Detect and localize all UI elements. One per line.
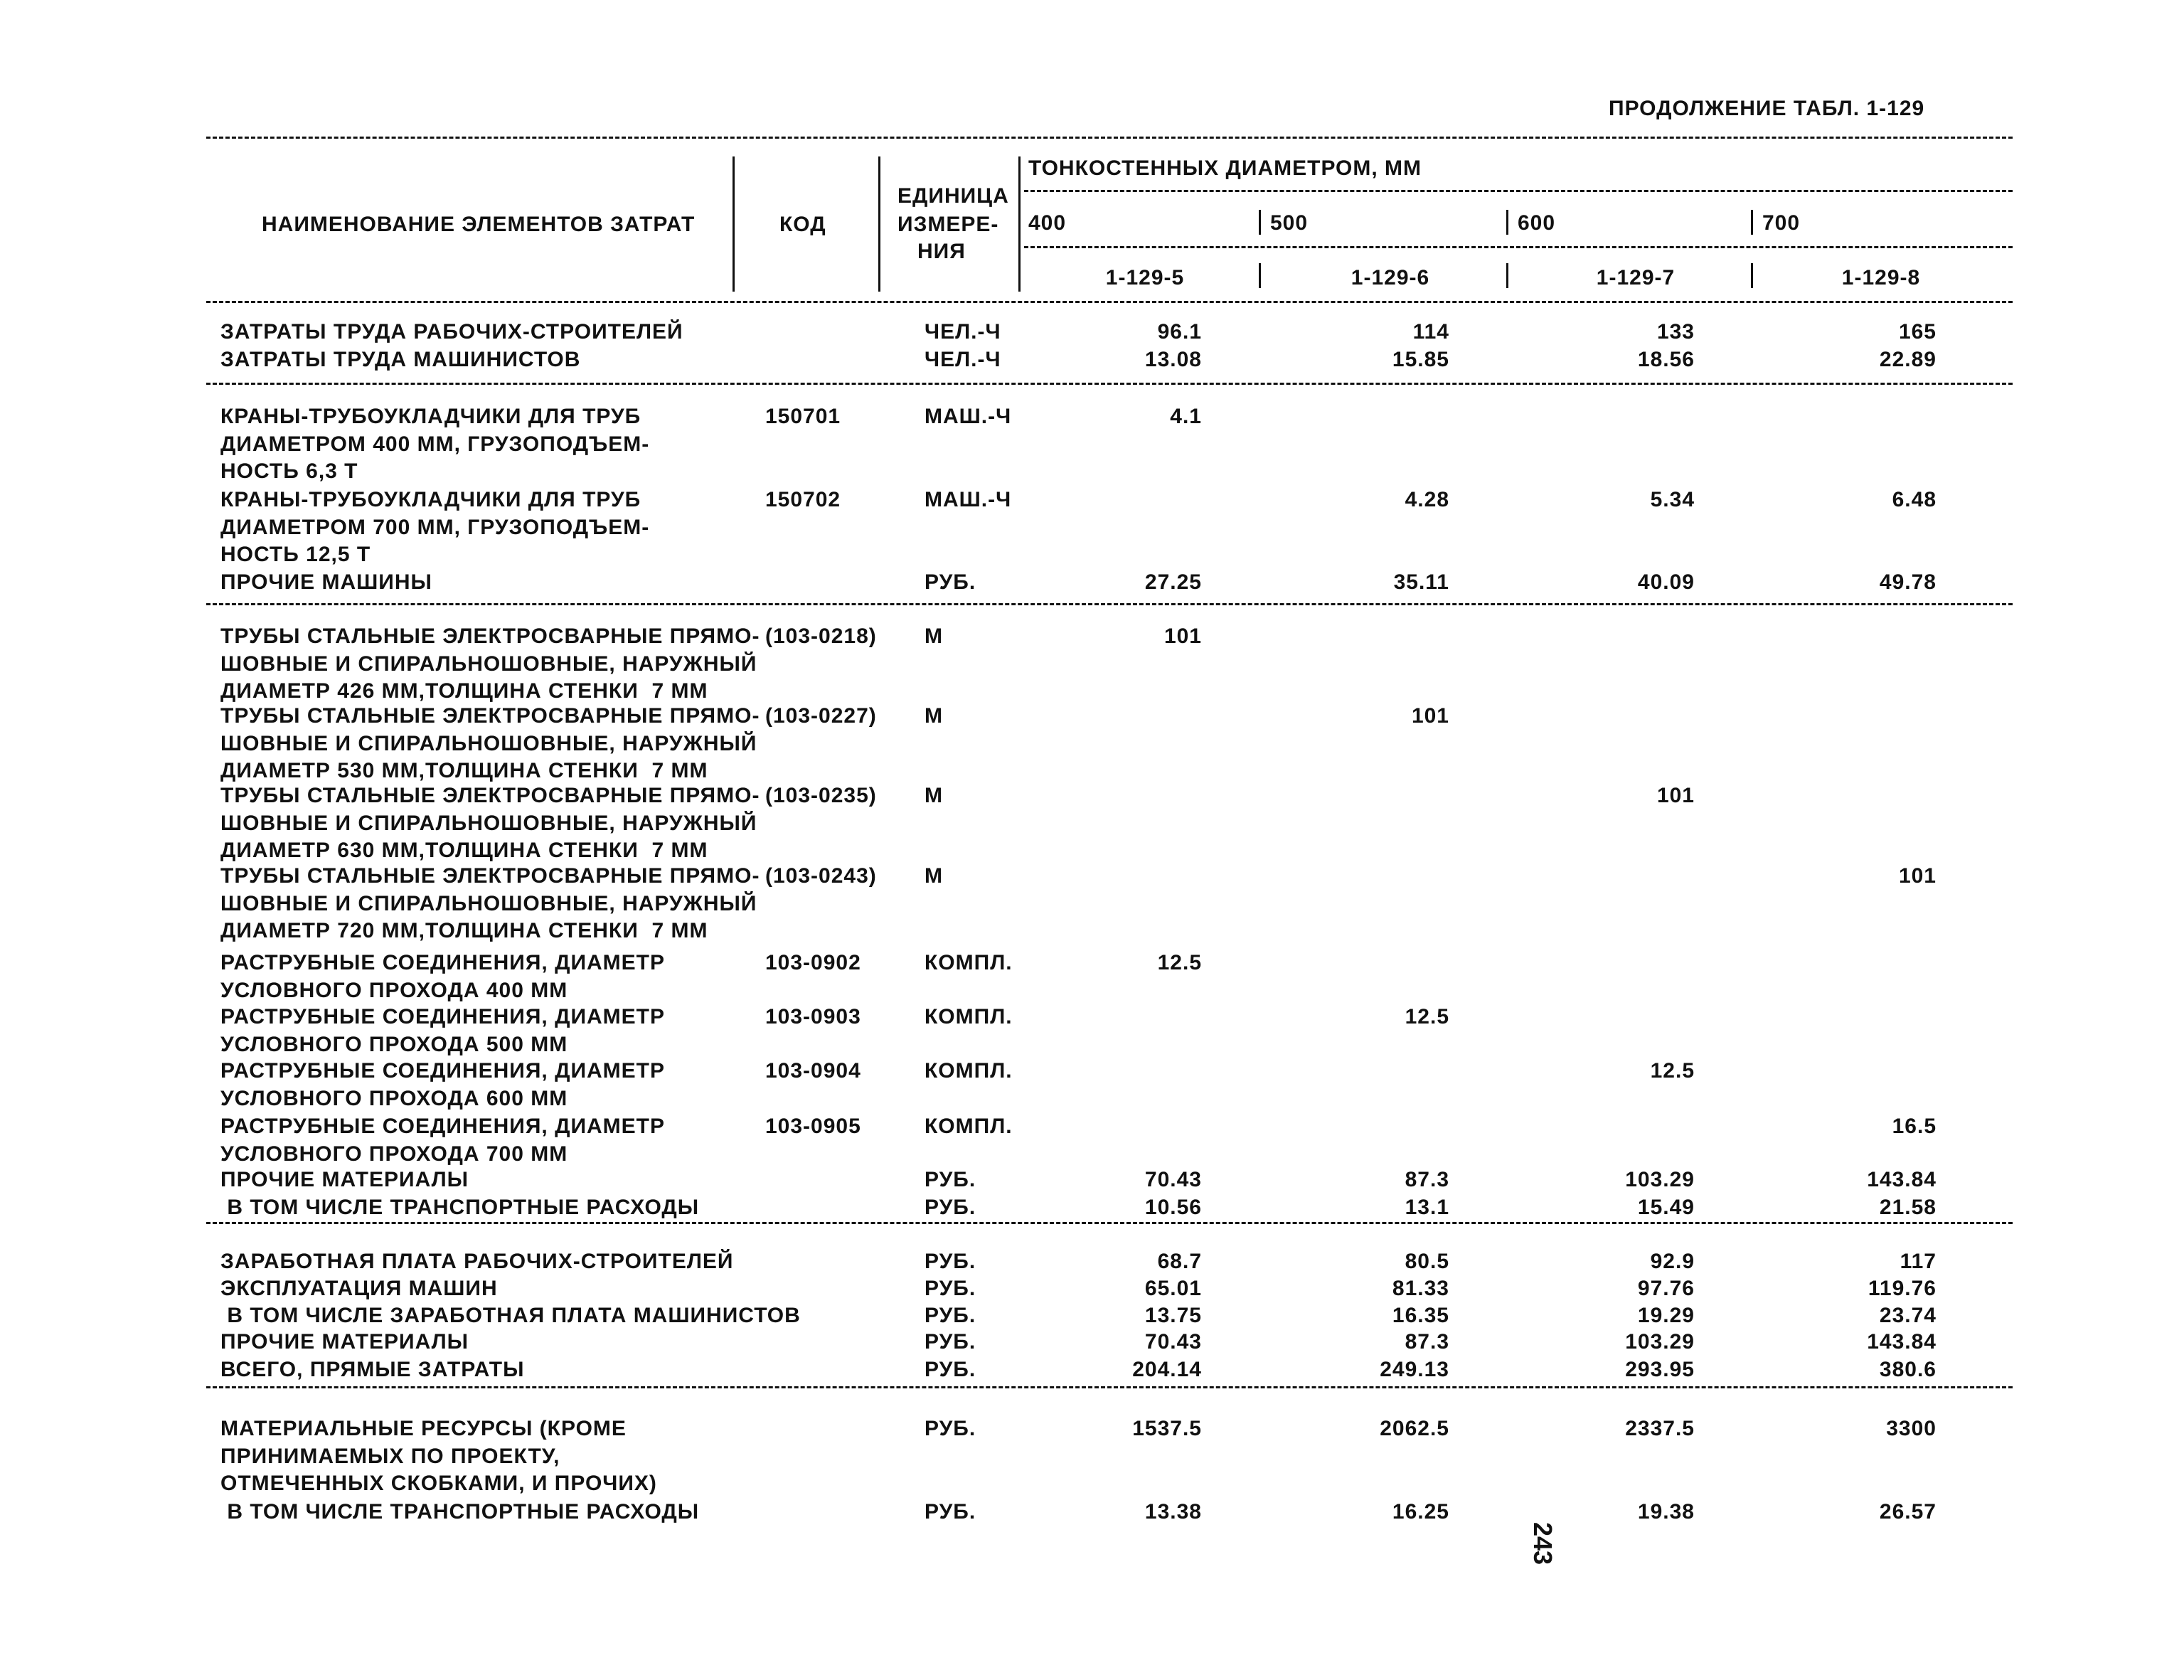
row-code: (103-0243) xyxy=(765,864,877,888)
row-value: 97.76 xyxy=(1637,1277,1695,1300)
row-name: ДИАМЕТРОМ 700 ММ, ГРУЗОПОДЪЕМ- xyxy=(220,515,650,539)
row-name: ТРУБЫ СТАЛЬНЫЕ ЭЛЕКТРОСВАРНЫЕ ПРЯМО- xyxy=(220,624,760,648)
row-name: РАСТРУБНЫЕ СОЕДИНЕНИЯ, ДИАМЕТР xyxy=(220,951,666,974)
row-value: 249.13 xyxy=(1380,1358,1449,1381)
row-value: 1537.5 xyxy=(1132,1417,1202,1440)
row-value: 16.35 xyxy=(1392,1304,1449,1327)
row-unit: РУБ. xyxy=(925,1250,976,1273)
row-value: 101 xyxy=(1656,784,1695,807)
row-value: 12.5 xyxy=(1157,951,1202,974)
row-value: 114 xyxy=(1412,320,1449,344)
row-value: 2062.5 xyxy=(1380,1417,1449,1440)
row-unit: РУБ. xyxy=(925,1330,976,1354)
row-name: МАТЕРИАЛЬНЫЕ РЕСУРСЫ (КРОМЕ xyxy=(220,1417,627,1440)
row-value: 12.5 xyxy=(1405,1005,1449,1028)
row-value: 19.29 xyxy=(1637,1304,1695,1327)
row-code: (103-0235) xyxy=(765,784,877,807)
header-divider xyxy=(1506,263,1508,288)
row-code: 103-0905 xyxy=(765,1115,861,1138)
row-name: В ТОМ ЧИСЛЕ ТРАНСПОРТНЫЕ РАСХОДЫ xyxy=(220,1196,700,1219)
row-name: ЗАРАБОТНАЯ ПЛАТА РАБОЧИХ-СТРОИТЕЛЕЙ xyxy=(220,1250,734,1273)
row-name: В ТОМ ЧИСЛЕ ЗАРАБОТНАЯ ПЛАТА МАШИНИСТОВ xyxy=(220,1304,801,1327)
row-name: ВСЕГО, ПРЯМЫЕ ЗАТРАТЫ xyxy=(220,1358,525,1381)
row-code: (103-0218) xyxy=(765,624,877,648)
row-unit: РУБ. xyxy=(925,1196,976,1219)
header-divider xyxy=(733,156,735,292)
row-value: 65.01 xyxy=(1144,1277,1202,1300)
row-value: 101 xyxy=(1411,704,1449,728)
row-name: ШОВНЫЕ И СПИРАЛЬНОШОВНЫЕ, НАРУЖНЫЙ xyxy=(220,731,757,755)
header-bottom-rule xyxy=(206,301,2013,303)
row-value: 119.76 xyxy=(1868,1277,1937,1300)
row-unit: КОМПЛ. xyxy=(925,1005,1013,1028)
row-value: 49.78 xyxy=(1879,570,1937,594)
row-value: 143.84 xyxy=(1867,1168,1937,1191)
row-name: ЭКСПЛУАТАЦИЯ МАШИН xyxy=(220,1277,498,1300)
header-code-column: КОД xyxy=(779,213,826,236)
row-unit: РУБ. xyxy=(925,1304,976,1327)
header-diameter-700: 700 xyxy=(1762,211,1801,235)
header-rule-1 xyxy=(1024,190,2013,192)
row-name: ПРОЧИЕ МАШИНЫ xyxy=(220,570,432,594)
row-name: ШОВНЫЕ И СПИРАЛЬНОШОВНЫЕ, НАРУЖНЫЙ xyxy=(220,652,757,676)
row-value: 165 xyxy=(1898,320,1937,344)
row-value: 27.25 xyxy=(1144,570,1202,594)
row-code: 103-0903 xyxy=(765,1005,861,1028)
row-value: 13.08 xyxy=(1144,348,1202,371)
header-divider xyxy=(1259,210,1261,235)
row-value: 21.58 xyxy=(1879,1196,1937,1219)
row-value: 13.1 xyxy=(1405,1196,1449,1219)
row-name: КРАНЫ-ТРУБОУКЛАДЧИКИ ДЛЯ ТРУБ xyxy=(220,488,641,511)
row-name: ПРОЧИЕ МАТЕРИАЛЫ xyxy=(220,1168,469,1191)
row-code: 150701 xyxy=(765,405,841,428)
header-divider xyxy=(1751,210,1753,235)
row-value: 4.28 xyxy=(1405,488,1449,511)
row-value: 3300 xyxy=(1886,1417,1937,1440)
row-unit: КОМПЛ. xyxy=(925,1059,1013,1083)
header-divider xyxy=(1259,263,1261,288)
table-caption: ПРОДОЛЖЕНИЕ ТАБЛ. 1-129 xyxy=(1609,97,1925,120)
row-name: РАСТРУБНЫЕ СОЕДИНЕНИЯ, ДИАМЕТР xyxy=(220,1059,666,1083)
row-name: УСЛОВНОГО ПРОХОДА 700 ММ xyxy=(220,1142,568,1166)
header-code-1-129-5: 1-129-5 xyxy=(1105,266,1185,289)
row-unit: МАШ.-Ч xyxy=(925,488,1012,511)
row-value: 92.9 xyxy=(1650,1250,1695,1273)
row-unit: РУБ. xyxy=(925,570,976,594)
row-unit: М xyxy=(925,864,943,888)
header-divider xyxy=(1506,210,1508,235)
header-group-title: ТОНКОСТЕННЫХ ДИАМЕТРОМ, ММ xyxy=(1028,156,1422,180)
section-rule-2 xyxy=(206,603,2013,605)
row-value: 15.85 xyxy=(1392,348,1449,371)
row-name: РАСТРУБНЫЕ СОЕДИНЕНИЯ, ДИАМЕТР xyxy=(220,1115,666,1138)
row-unit: РУБ. xyxy=(925,1358,976,1381)
row-name: ПРИНИМАЕМЫХ ПО ПРОЕКТУ, xyxy=(220,1444,560,1468)
row-unit: ЧЕЛ.-Ч xyxy=(925,348,1001,371)
row-name: УСЛОВНОГО ПРОХОДА 500 ММ xyxy=(220,1032,568,1056)
row-value: 4.1 xyxy=(1170,405,1202,428)
section-rule-1 xyxy=(206,383,2013,385)
row-value: 26.57 xyxy=(1879,1500,1937,1524)
header-rule-2 xyxy=(1024,246,2013,248)
row-value: 103.29 xyxy=(1625,1168,1695,1191)
row-name: ШОВНЫЕ И СПИРАЛЬНОШОВНЫЕ, НАРУЖНЫЙ xyxy=(220,891,757,915)
row-unit: ЧЕЛ.-Ч xyxy=(925,320,1001,344)
row-value: 6.48 xyxy=(1892,488,1937,511)
row-code: (103-0227) xyxy=(765,704,877,728)
row-name: ДИАМЕТР 720 ММ,ТОЛЩИНА СТЕНКИ 7 ММ xyxy=(220,919,708,942)
row-value: 204.14 xyxy=(1132,1358,1202,1381)
row-value: 10.56 xyxy=(1144,1196,1202,1219)
row-value: 68.7 xyxy=(1157,1250,1202,1273)
row-name: КРАНЫ-ТРУБОУКЛАДЧИКИ ДЛЯ ТРУБ xyxy=(220,405,641,428)
row-name: ДИАМЕТР 426 ММ,ТОЛЩИНА СТЕНКИ 7 ММ xyxy=(220,679,708,703)
page-number: 243 xyxy=(1528,1522,1557,1565)
row-value: 70.43 xyxy=(1144,1330,1202,1354)
row-value: 70.43 xyxy=(1144,1168,1202,1191)
row-value: 12.5 xyxy=(1650,1059,1695,1083)
row-value: 293.95 xyxy=(1625,1358,1695,1381)
row-name: ОТМЕЧЕННЫХ СКОБКАМИ, И ПРОЧИХ) xyxy=(220,1472,657,1495)
row-unit: РУБ. xyxy=(925,1500,976,1524)
row-name: ТРУБЫ СТАЛЬНЫЕ ЭЛЕКТРОСВАРНЫЕ ПРЯМО- xyxy=(220,784,760,807)
row-unit: РУБ. xyxy=(925,1277,976,1300)
row-code: 103-0902 xyxy=(765,951,861,974)
row-value: 87.3 xyxy=(1405,1168,1449,1191)
row-name: ТРУБЫ СТАЛЬНЫЕ ЭЛЕКТРОСВАРНЫЕ ПРЯМО- xyxy=(220,704,760,728)
row-name: НОСТЬ 6,3 Т xyxy=(220,459,358,483)
header-unit-line-2: ИЗМЕРЕ- xyxy=(897,213,999,236)
section-rule-4 xyxy=(206,1386,2013,1388)
row-value: 19.38 xyxy=(1637,1500,1695,1524)
row-value: 96.1 xyxy=(1157,320,1202,344)
row-value: 101 xyxy=(1898,864,1937,888)
header-diameter-500: 500 xyxy=(1270,211,1309,235)
row-unit: РУБ. xyxy=(925,1417,976,1440)
row-unit: КОМПЛ. xyxy=(925,951,1013,974)
row-name: ДИАМЕТР 630 ММ,ТОЛЩИНА СТЕНКИ 7 ММ xyxy=(220,839,708,862)
row-value: 380.6 xyxy=(1879,1358,1937,1381)
row-value: 18.56 xyxy=(1637,348,1695,371)
row-name: ЗАТРАТЫ ТРУДА МАШИНИСТОВ xyxy=(220,348,581,371)
row-name: ТРУБЫ СТАЛЬНЫЕ ЭЛЕКТРОСВАРНЫЕ ПРЯМО- xyxy=(220,864,760,888)
row-value: 5.34 xyxy=(1650,488,1695,511)
row-code: 103-0904 xyxy=(765,1059,861,1083)
header-divider xyxy=(1018,156,1021,292)
row-name: РАСТРУБНЫЕ СОЕДИНЕНИЯ, ДИАМЕТР xyxy=(220,1005,666,1028)
row-name: УСЛОВНОГО ПРОХОДА 400 ММ xyxy=(220,978,568,1002)
header-code-1-129-6: 1-129-6 xyxy=(1351,266,1430,289)
header-unit-line-3: НИЯ xyxy=(917,240,966,263)
row-value: 80.5 xyxy=(1405,1250,1449,1273)
header-name-column: НАИМЕНОВАНИЕ ЭЛЕМЕНТОВ ЗАТРАТ xyxy=(262,213,696,236)
row-value: 23.74 xyxy=(1879,1304,1937,1327)
row-name: В ТОМ ЧИСЛЕ ТРАНСПОРТНЫЕ РАСХОДЫ xyxy=(220,1500,700,1524)
row-value: 2337.5 xyxy=(1625,1417,1695,1440)
row-value: 133 xyxy=(1656,320,1695,344)
header-divider xyxy=(878,156,880,292)
row-value: 87.3 xyxy=(1405,1330,1449,1354)
row-unit: РУБ. xyxy=(925,1168,976,1191)
row-value: 13.75 xyxy=(1144,1304,1202,1327)
row-name: УСЛОВНОГО ПРОХОДА 600 ММ xyxy=(220,1086,568,1110)
row-value: 16.25 xyxy=(1392,1500,1449,1524)
header-code-1-129-7: 1-129-7 xyxy=(1596,266,1676,289)
row-name: ДИАМЕТР 530 ММ,ТОЛЩИНА СТЕНКИ 7 ММ xyxy=(220,759,708,782)
header-diameter-600: 600 xyxy=(1518,211,1556,235)
row-name: НОСТЬ 12,5 Т xyxy=(220,543,371,566)
row-name: ПРОЧИЕ МАТЕРИАЛЫ xyxy=(220,1330,469,1354)
row-name: ДИАМЕТРОМ 400 ММ, ГРУЗОПОДЪЕМ- xyxy=(220,432,650,456)
header-unit-line-1: ЕДИНИЦА xyxy=(897,184,1009,208)
row-name: ШОВНЫЕ И СПИРАЛЬНОШОВНЫЕ, НАРУЖНЫЙ xyxy=(220,811,757,835)
row-value: 40.09 xyxy=(1637,570,1695,594)
row-value: 35.11 xyxy=(1393,570,1449,594)
row-code: 150702 xyxy=(765,488,841,511)
header-code-1-129-8: 1-129-8 xyxy=(1841,266,1921,289)
row-value: 103.29 xyxy=(1625,1330,1695,1354)
row-unit: М xyxy=(925,784,943,807)
row-unit: КОМПЛ. xyxy=(925,1115,1013,1138)
row-value: 143.84 xyxy=(1867,1330,1937,1354)
row-unit: МАШ.-Ч xyxy=(925,405,1012,428)
row-value: 16.5 xyxy=(1892,1115,1937,1138)
row-value: 81.33 xyxy=(1392,1277,1449,1300)
row-value: 22.89 xyxy=(1879,348,1937,371)
row-name: ЗАТРАТЫ ТРУДА РАБОЧИХ-СТРОИТЕЛЕЙ xyxy=(220,320,683,344)
row-value: 15.49 xyxy=(1637,1196,1695,1219)
header-diameter-400: 400 xyxy=(1028,211,1067,235)
row-unit: М xyxy=(925,624,943,648)
section-rule-3 xyxy=(206,1222,2013,1224)
top-rule xyxy=(206,137,2013,139)
header-divider xyxy=(1751,263,1753,288)
row-value: 101 xyxy=(1163,624,1202,648)
row-value: 13.38 xyxy=(1144,1500,1202,1524)
row-unit: М xyxy=(925,704,943,728)
row-value: 117 xyxy=(1900,1250,1937,1273)
